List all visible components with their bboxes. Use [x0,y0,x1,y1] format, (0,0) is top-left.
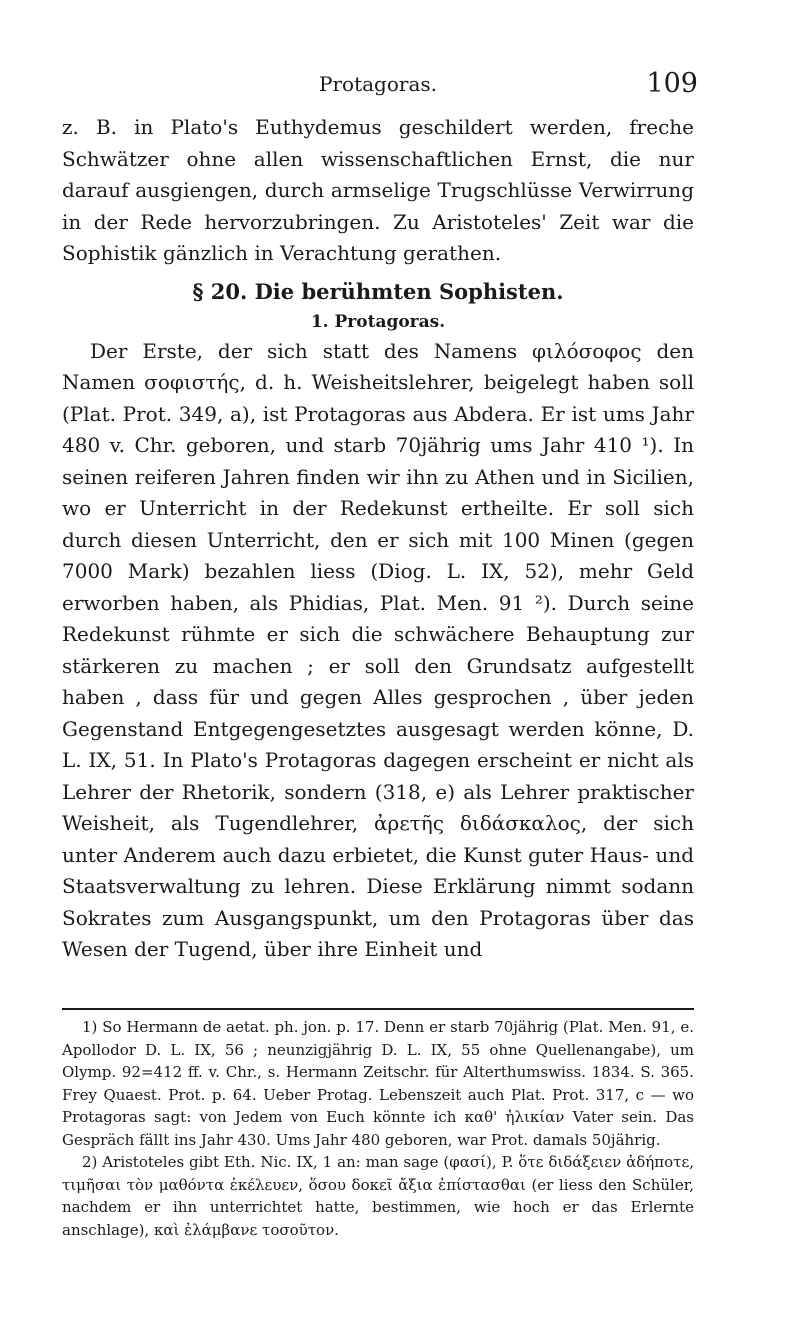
book-page [62,0,698,1239]
paragraph: Der Erste, der sich statt des Namens φιλόσοφος den Namen σοφιστής, d. h. Weisheitslehrer, beigelegt haben soll (Plat. Prot. 349, a), ist Protagoras aus Abdera. Er ist ums Jahr 480 v. Chr. geboren, und starb 70jährig ums Jahr 410 ¹). In seinen reiferen Jahren finden wir ihn zu Athen und in Sicilien, wo er Unterricht in der Redekunst ertheilte. Er soll sich durch diesen Unterricht, den er sich mit 100 Minen (gegen 7000 Mark) bezahlen liess (Diog. L. IX, 52), mehr Geld erworben haben, als Phidias, Plat. Men. 91 ²). Durch seine Redekunst rühmte er sich die schwächere Behauptung zur stärkeren zu machen ; er soll den Grundsatz aufgestellt haben , dass für und gegen Alles gesprochen , über jeden Gegenstand Entgegengesetztes ausgesagt werden könne, D. L. IX, 51. In Plato's Protagoras dagegen erscheint er nicht als Lehrer der Rhetorik, sondern (318, e) als Lehrer praktischer Weisheit, als Tugendlehrer, ἀρετῆς διδάσκαλος, der sich unter Anderem auch dazu erbietet, die Kunst guter Haus- und Staatsverwaltung zu lehren. Diese Erklärung nimmt sodann Sokrates zum Ausgangspunkt, um den Protagoras über das Wesen der Tugend, über ihre Einheit und [62,338,694,961]
subsection-heading: 1. Protagoras. [310,311,446,332]
continuation-paragraph: z. B. in Plato's Euthydemus geschildert werden, freche Schwätzer ohne allen wissenschaftlichen Ernst, die nur darauf ausgiengen, durch armselige Trugschlüsse Verwirrung in der Rede hervorzubringen. Zu Aristoteles' Zeit war die Sophistik gänzlich in Verachtung gerathen. [62,115,694,265]
running-title: Protagoras. [319,72,437,96]
body-text [62,112,694,966]
page-number: 109 [646,68,698,99]
running-head [62,0,698,99]
footnote-divider [62,1008,694,1010]
footnote-2: 2) Aristoteles gibt Eth. Nic. IX, 1 an: man sage (φασί), P. ὅτε διδάξειεν ἁδήποτε, τιμῆσαι τὸν μαθόντα ἐκέλευεν, ὅσου δοκεῖ ἄξια ἐπίστασθαι (er liess den Schüler, nachdem er ihn unterrichtet hatte, bestimmen, wie hoch er das Erlernte anschlage), καὶ ἐλάμβανε τοσοῦτον. [62,1153,694,1239]
section-heading: § 20. Die berühmten Sophisten. [192,278,564,304]
footnotes [62,1008,694,1241]
footnote-1: 1) So Hermann de aetat. ph. jon. p. 17. Denn er starb 70jährig (Plat. Men. 91, e. Apollodor D. L. IX, 56 ; neunzigjährig D. L. IX, 55 ohne Quellenangabe), um Olymp. 92=412 ff. v. Chr., s. Hermann Zeitschr. für Alterthumswiss. 1834. S. 365. Frey Quaest. Prot. p. 64. Ueber Protag. Lebenszeit auch Plat. Prot. 317, c — wo Protagoras sagt: von Jedem von Euch könnte ich καθ' ἡλικίαν Vater sein. Das Gespräch fällt ins Jahr 430. Ums Jahr 480 geboren, war Prot. damals 50jährig. [62,1018,694,1149]
